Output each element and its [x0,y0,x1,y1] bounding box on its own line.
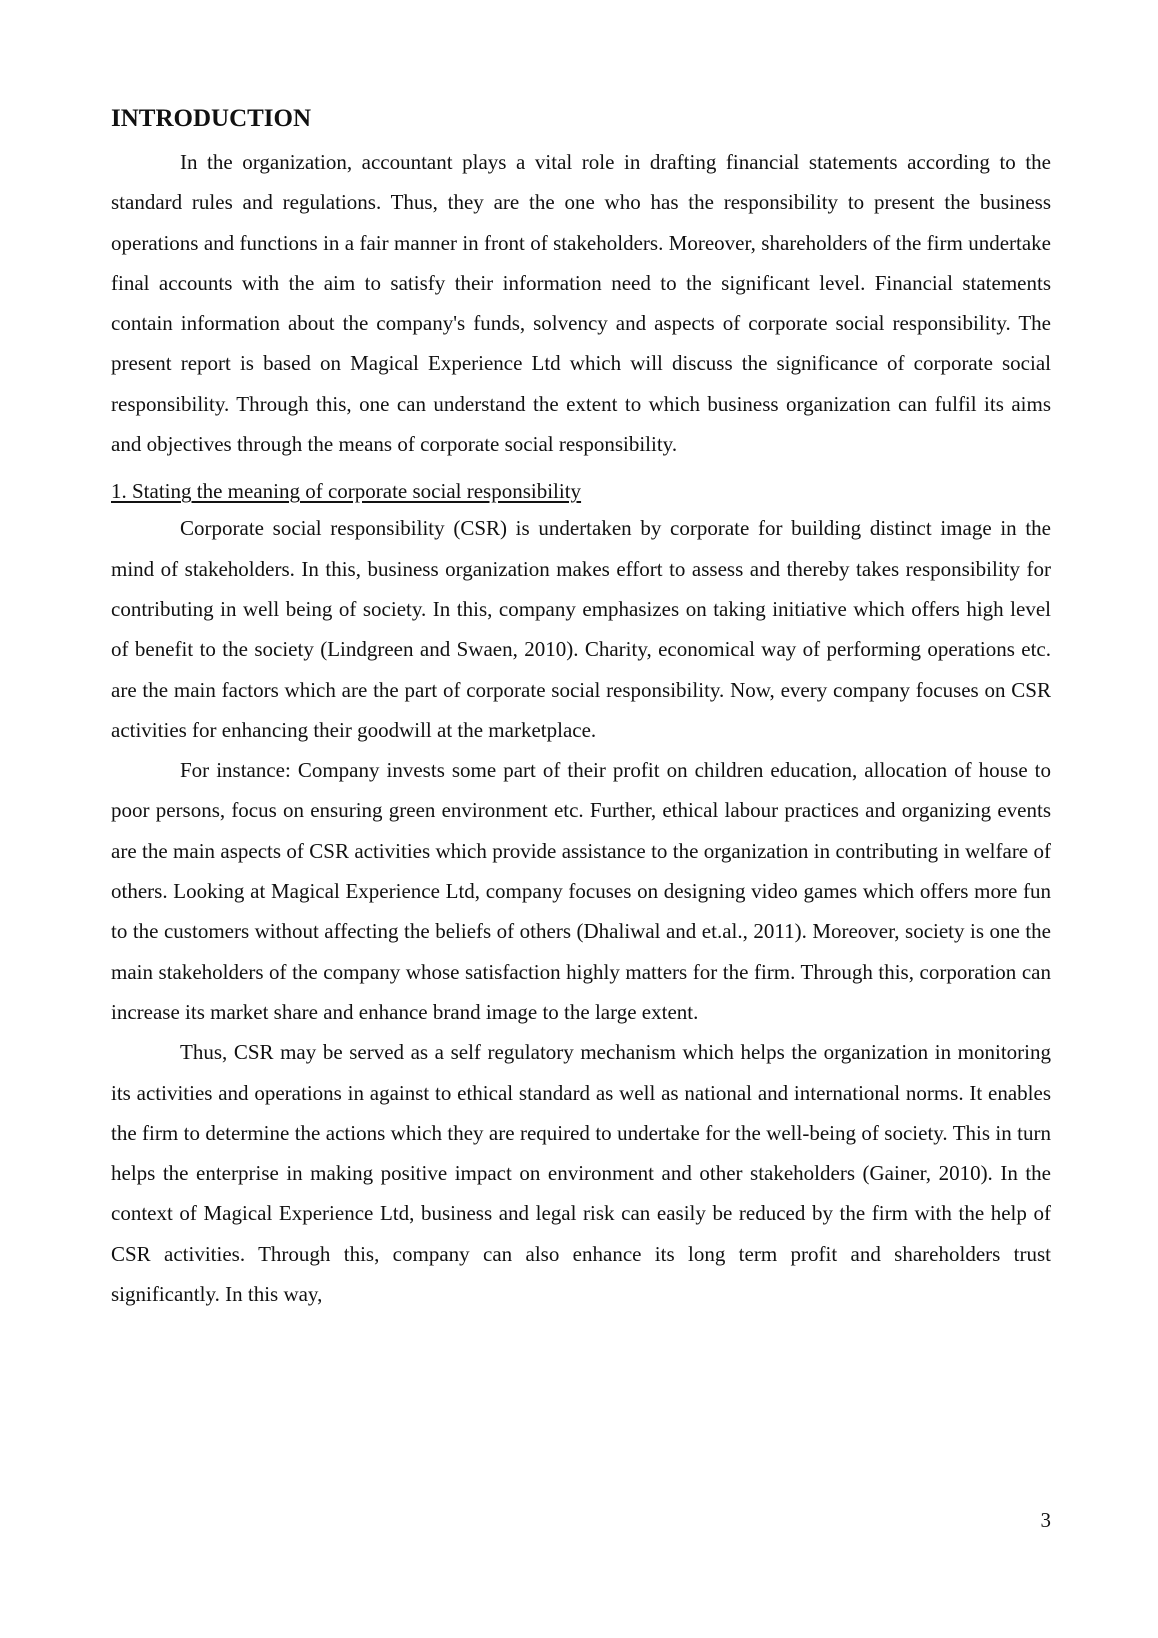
introduction-heading: INTRODUCTION [111,105,312,132]
section-1-paragraph-2: For instance: Company invests some part of their profit on children education, allocation of house to poor persons, focus on ensuring green environment etc. Further, ethical labour practices and organizing events are the main aspects of CSR activities which provide assistance to the organization in contributing in welfare of others. Looking at Magical Experience Ltd, company focuses on designing video games which offers more fun to the customers without affecting the beliefs of others (Dhaliwal and et.al., 2011). Moreover, society is one the main stakeholders of the company whose satisfaction highly matters for the firm. Through this, corporation can increase its market share and enhance brand image to the large extent. [111,758,1051,1024]
page-number: 3 [1040,1508,1051,1532]
intro-paragraph: In the organization, accountant plays a vital role in drafting financial statements according to the standard rules and regulations. Thus, they are the one who has the responsibility to present the business operations and functions in a fair manner in front of stakeholders. Moreover, shareholders of the firm undertake final accounts with the aim to satisfy their information need to the significant level. Financial statements contain information about the company's funds, solvency and aspects of corporate social responsibility. The present report is based on Magical Experience Ltd which will discuss the significance of corporate social responsibility. Through this, one can understand the extent to which business organization can fulfil its aims and objectives through the means of corporate social responsibility. [111,150,1051,457]
section-1-paragraph-1: Corporate social responsibility (CSR) is undertaken by corporate for building distinct image in the mind of stakeholders. In this, business organization makes effort to assess and thereby takes responsibility for contributing in well being of society. In this, company emphasizes on taking initiative which offers high level of benefit to the society (Lindgreen and Swaen, 2010). Charity, economical way of performing operations etc. are the main factors which are the part of corporate social responsibility. Now, every company focuses on CSR activities for enhancing their goodwill at the marketplace. [111,516,1051,742]
section-1-paragraph-3: Thus, CSR may be served as a self regulatory mechanism which helps the organization in monitoring its activities and operations in against to ethical standard as well as national and international norms. It enables the firm to determine the actions which they are required to undertake for the well-being of society. This in turn helps the enterprise in making positive impact on environment and other stakeholders (Gainer, 2010). In the context of Magical Experience Ltd, business and legal risk can easily be reduced by the firm with the help of CSR activities. Through this, company can also enhance its long term profit and shareholders trust significantly. In this way, [111,1040,1051,1307]
section-1-heading: 1. Stating the meaning of corporate social responsibility [111,479,582,504]
page-content [111,104,1051,1314]
